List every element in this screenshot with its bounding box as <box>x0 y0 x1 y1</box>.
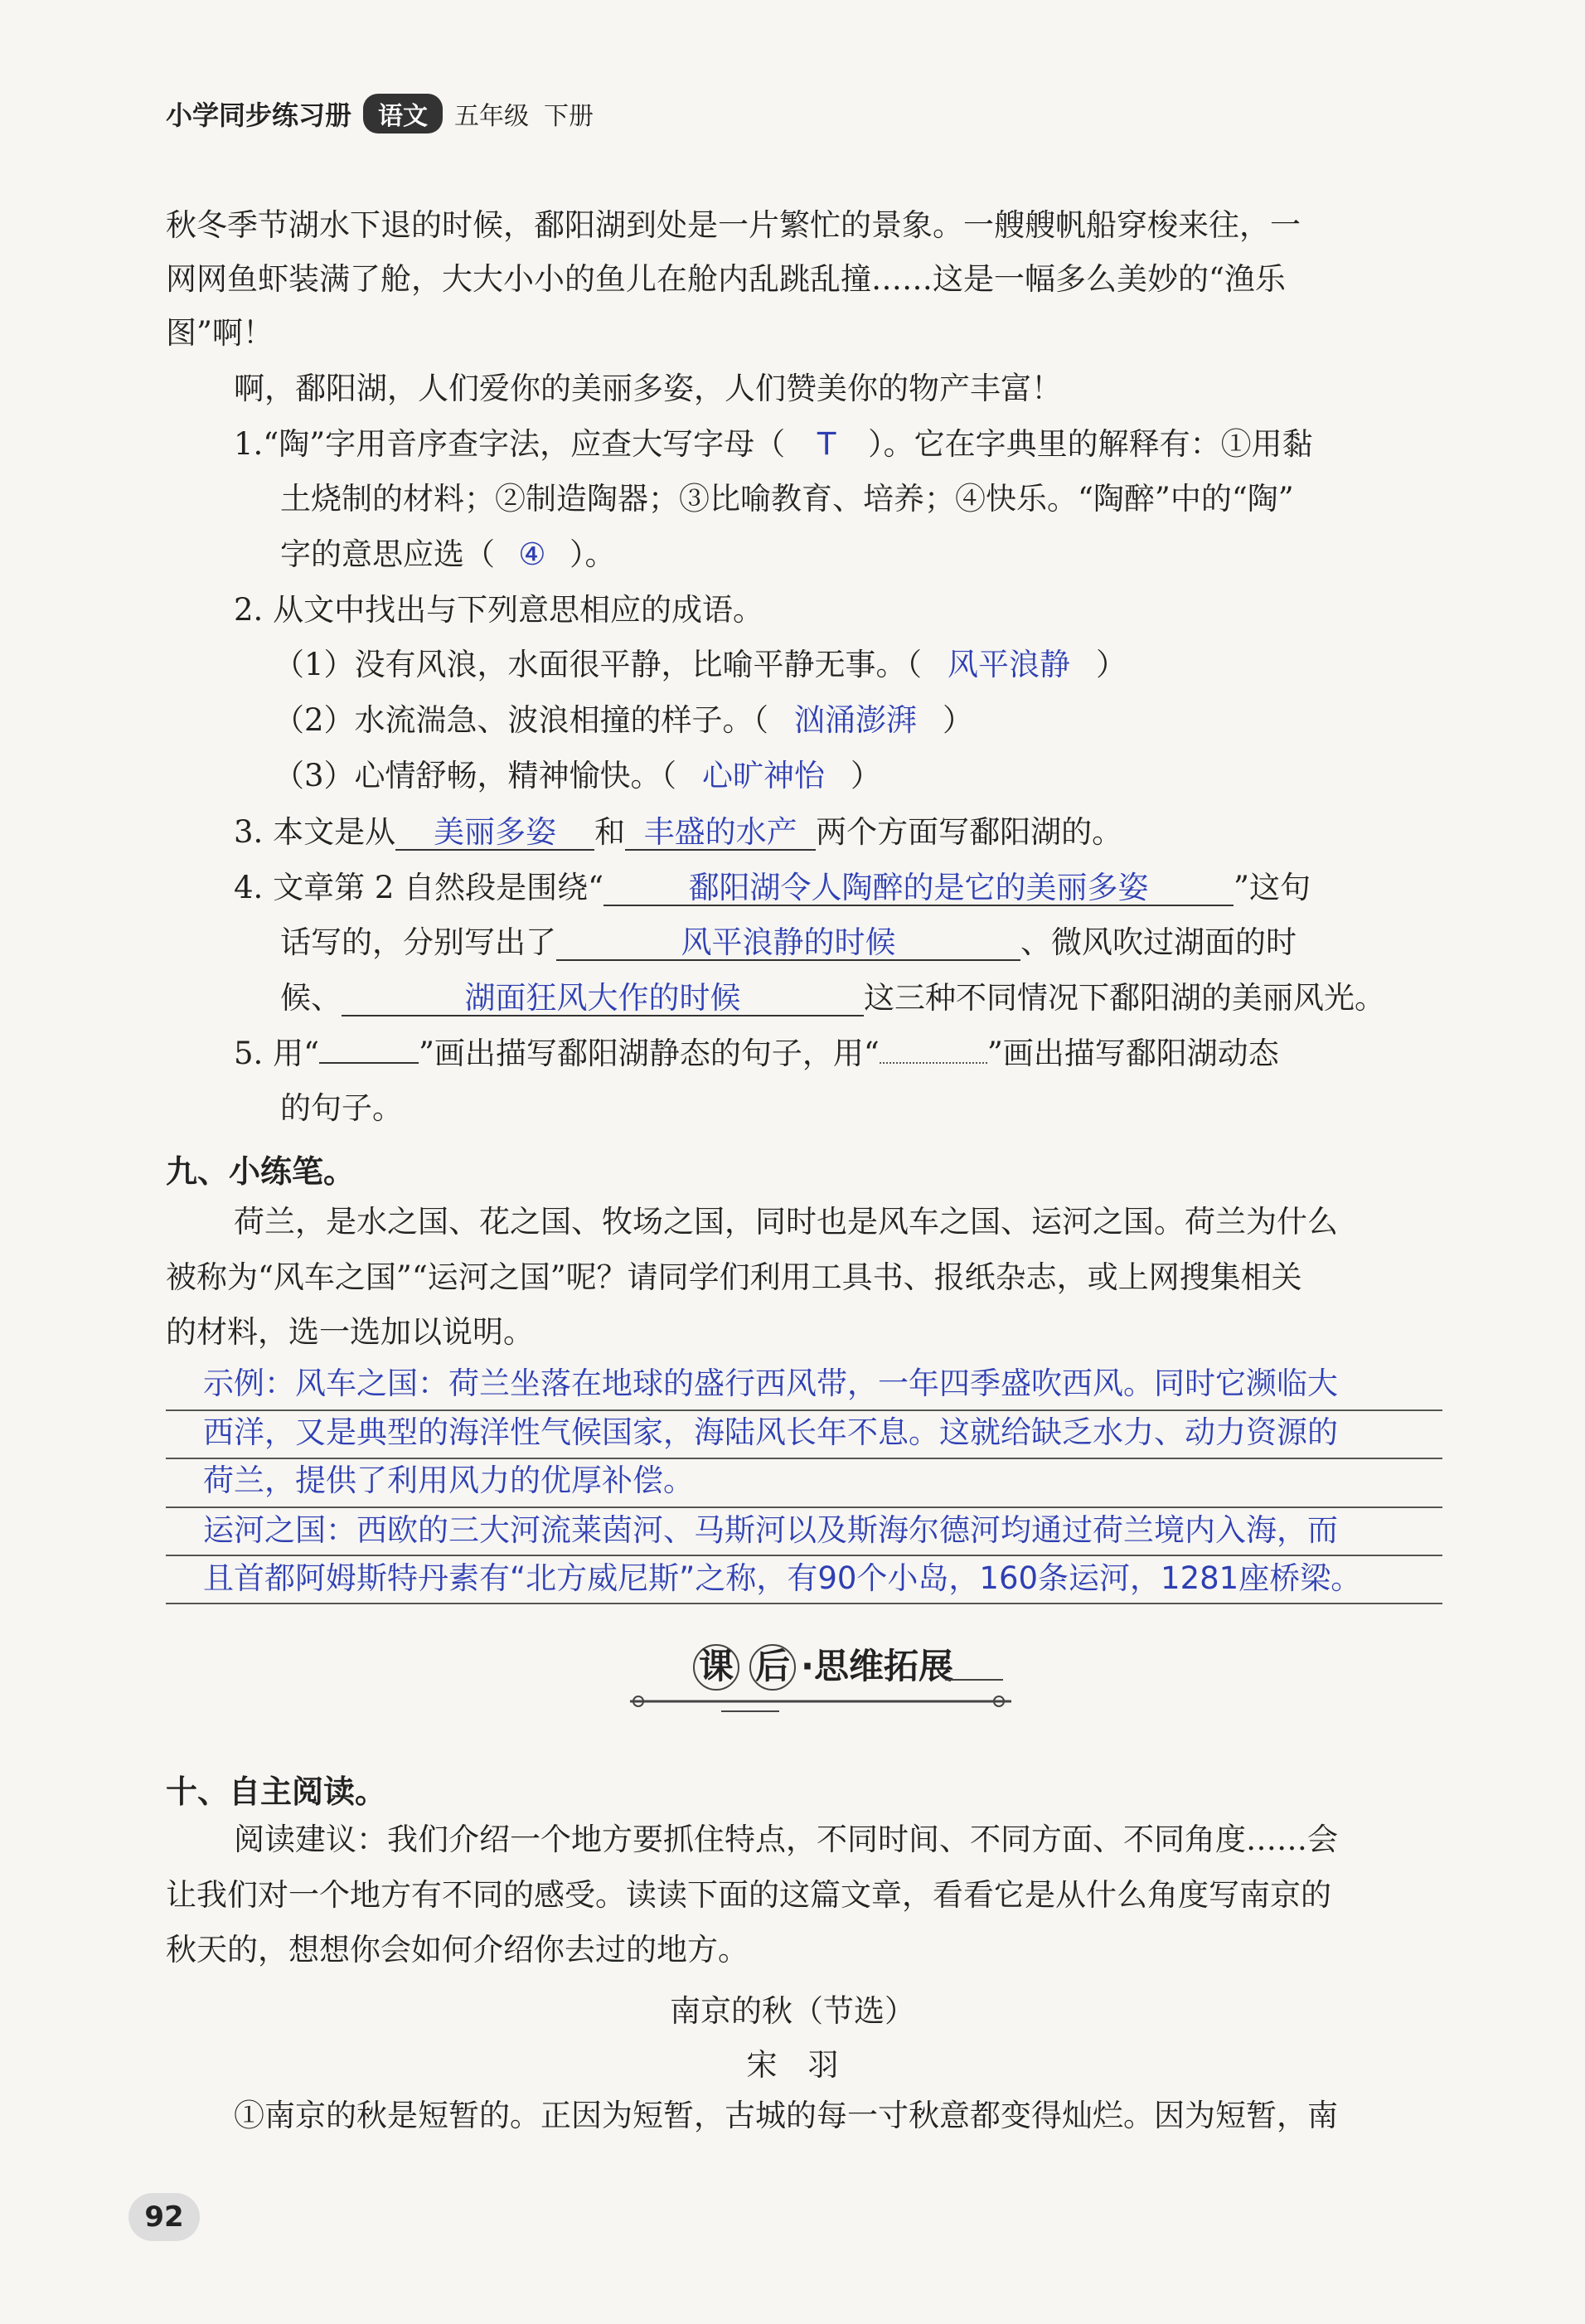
q3-text: 两个方面写鄱阳湖的。 <box>816 814 1123 850</box>
writing-line <box>166 1458 1442 1459</box>
section-10-text: 让我们对一个地方有不同的感受。读读下面的这篇文章，看看它是从什么角度写南京的 <box>166 1877 1331 1913</box>
section-9-answer: 运河之国：西欧的三大河流莱茵河、马斯河以及斯海尔德河均通过荷兰境内入海，而 <box>203 1512 1338 1548</box>
q2-item <box>274 701 973 740</box>
q2-item-end: ） <box>851 758 882 793</box>
subject-badge: 语文 <box>363 94 443 133</box>
banner-char: 后 <box>749 1644 796 1691</box>
page-number: 92 <box>128 2193 200 2241</box>
article-author: 宋 羽 <box>746 2047 839 2083</box>
q1-answer-choice: ④ <box>518 536 546 572</box>
q3-answer-2: 丰盛的水产 <box>625 816 816 851</box>
question-4 <box>234 868 1311 908</box>
section-10-title: 十、自主阅读。 <box>166 1773 387 1810</box>
q2-item <box>274 645 1127 685</box>
q4-text: 4. 文章第 2 自然段是围绕“ <box>234 870 604 905</box>
q4-text: 这三种不同情况下鄱阳湖的美丽风光。 <box>864 980 1385 1016</box>
q1-answer-letter: T <box>817 426 836 462</box>
wavy-line-mark <box>880 1062 987 1064</box>
question-5 <box>234 1034 1279 1074</box>
banner-ornament-icon <box>613 1642 1028 1725</box>
question-4 <box>280 978 1385 1018</box>
q3-text: 3. 本文是从 <box>234 814 396 850</box>
q2-title: 2. 从文中找出与下列意思相应的成语。 <box>234 592 764 628</box>
q5-text: ”画出描写鄱阳湖静态的句子，用“ <box>418 1036 880 1071</box>
q5-text: 5. 用“ <box>234 1036 319 1071</box>
q4-answer-2: 风平浪静的时候 <box>556 926 1020 961</box>
section-9-text: 被称为“风车之国”“运河之国”呢？请同学们利用工具书、报纸杂志，或上网搜集相关 <box>166 1259 1302 1295</box>
section-9-answer: 示例：风车之国：荷兰坐落在地球的盛行西风带，一年四季盛吹西风。同时它濒临大 <box>203 1366 1338 1401</box>
q2-item-answer: 汹涌澎湃 <box>794 702 918 738</box>
term-label: 下册 <box>544 102 594 131</box>
q2-item-answer: 心旷神怡 <box>702 758 826 793</box>
q2-item-end: ） <box>1096 647 1127 682</box>
section-9-title: 九、小练笔。 <box>166 1153 356 1190</box>
section-9-text: 荷兰，是水之国、花之国、牧场之国，同时也是风车之国、运河之国。荷兰为什么 <box>234 1204 1338 1240</box>
q1-text: ）。 <box>570 536 616 572</box>
q1-text: ）。它在字典里的解释有：①用黏 <box>868 426 1313 462</box>
q3-text: 和 <box>594 814 626 850</box>
q4-text: ”这句 <box>1234 870 1311 905</box>
section-10-text: 秋天的，想想你会如何介绍你去过的地方。 <box>166 1932 749 1967</box>
section-9-text: 的材料，选一选加以说明。 <box>166 1314 534 1350</box>
banner-char: 课 <box>693 1644 739 1691</box>
writing-line <box>166 1506 1442 1508</box>
passage-line: 图”啊！ <box>166 315 274 351</box>
straight-line-mark <box>319 1062 419 1064</box>
section-9-answer: 荷兰，提供了利用风力的优厚补偿。 <box>203 1463 694 1498</box>
section-9-answer: 西洋，又是典型的海洋性气候国家，海陆风长年不息。这就给缺乏水力、动力资源的 <box>203 1414 1338 1450</box>
question-4 <box>280 923 1297 963</box>
q2-item-end: ） <box>943 702 974 738</box>
q2-item-answer: 风平浪静 <box>948 647 1071 682</box>
question-3 <box>234 813 1122 852</box>
q2-item-text: （2）水流湍急、波浪相撞的样子。（ <box>274 702 769 738</box>
q4-answer-3: 湖面狂风大作的时候 <box>342 982 864 1016</box>
q4-text: 话写的，分别写出了 <box>280 924 556 960</box>
q1-text: 字的意思应选（ <box>280 536 495 572</box>
section-10-text: 阅读建议：我们介绍一个地方要抓住特点，不同时间、不同方面、不同角度……会 <box>234 1822 1338 1857</box>
article-title: 南京的秋（节选） <box>670 1993 915 2029</box>
writing-line <box>166 1603 1442 1604</box>
q2-item-text: （3）心情舒畅，精神愉快。（ <box>274 758 677 793</box>
page-header <box>166 93 594 134</box>
section-9-answer: 且首都阿姆斯特丹素有“北方威尼斯”之称，有90个小岛，160条运河，1281座桥梁。 <box>203 1560 1362 1596</box>
passage-line: 网网鱼虾装满了舱，大大小小的鱼儿在舱内乱跳乱撞……这是一幅多么美妙的“渔乐 <box>166 261 1286 297</box>
passage-line: 啊，鄱阳湖，人们爱你的美丽多姿，人们赞美你的物产丰富！ <box>234 371 1062 406</box>
q2-item <box>274 756 881 796</box>
q1-text: 土烧制的材料；②制造陶器；③比喻教育、培养；④快乐。“陶醉”中的“陶” <box>280 481 1294 517</box>
q5-text: ”画出描写鄱阳湖动态 <box>986 1036 1279 1071</box>
writing-line <box>166 1555 1442 1556</box>
article-paragraph: ①南京的秋是短暂的。正因为短暂，古城的每一寸秋意都变得灿烂。因为短暂，南 <box>234 2098 1338 2133</box>
q3-answer-1: 美丽多姿 <box>395 816 594 851</box>
grade-label: 五年级 <box>454 102 530 131</box>
q5-text: 的句子。 <box>280 1090 403 1126</box>
section-banner <box>613 1642 1028 1725</box>
q4-answer-1: 鄱阳湖令人陶醉的是它的美丽多姿 <box>603 871 1234 906</box>
q4-text: 、微风吹过湖面的时 <box>1020 924 1297 960</box>
question-1 <box>234 425 1313 464</box>
writing-line <box>166 1409 1442 1411</box>
q4-text: 候、 <box>280 980 342 1016</box>
q2-item-text: （1）没有风浪，水面很平静，比喻平静无事。（ <box>274 647 923 682</box>
question-1-choice <box>280 535 616 575</box>
series-title: 小学同步练习册 <box>166 99 352 131</box>
q1-text: 1.“陶”字用音序查字法，应查大写字母（ <box>234 426 786 462</box>
banner-rest: ·思维拓展 <box>801 1646 953 1686</box>
passage-line: 秋冬季节湖水下退的时候，鄱阳湖到处是一片繁忙的景象。一艘艘帆船穿梭来往，一 <box>166 207 1301 243</box>
